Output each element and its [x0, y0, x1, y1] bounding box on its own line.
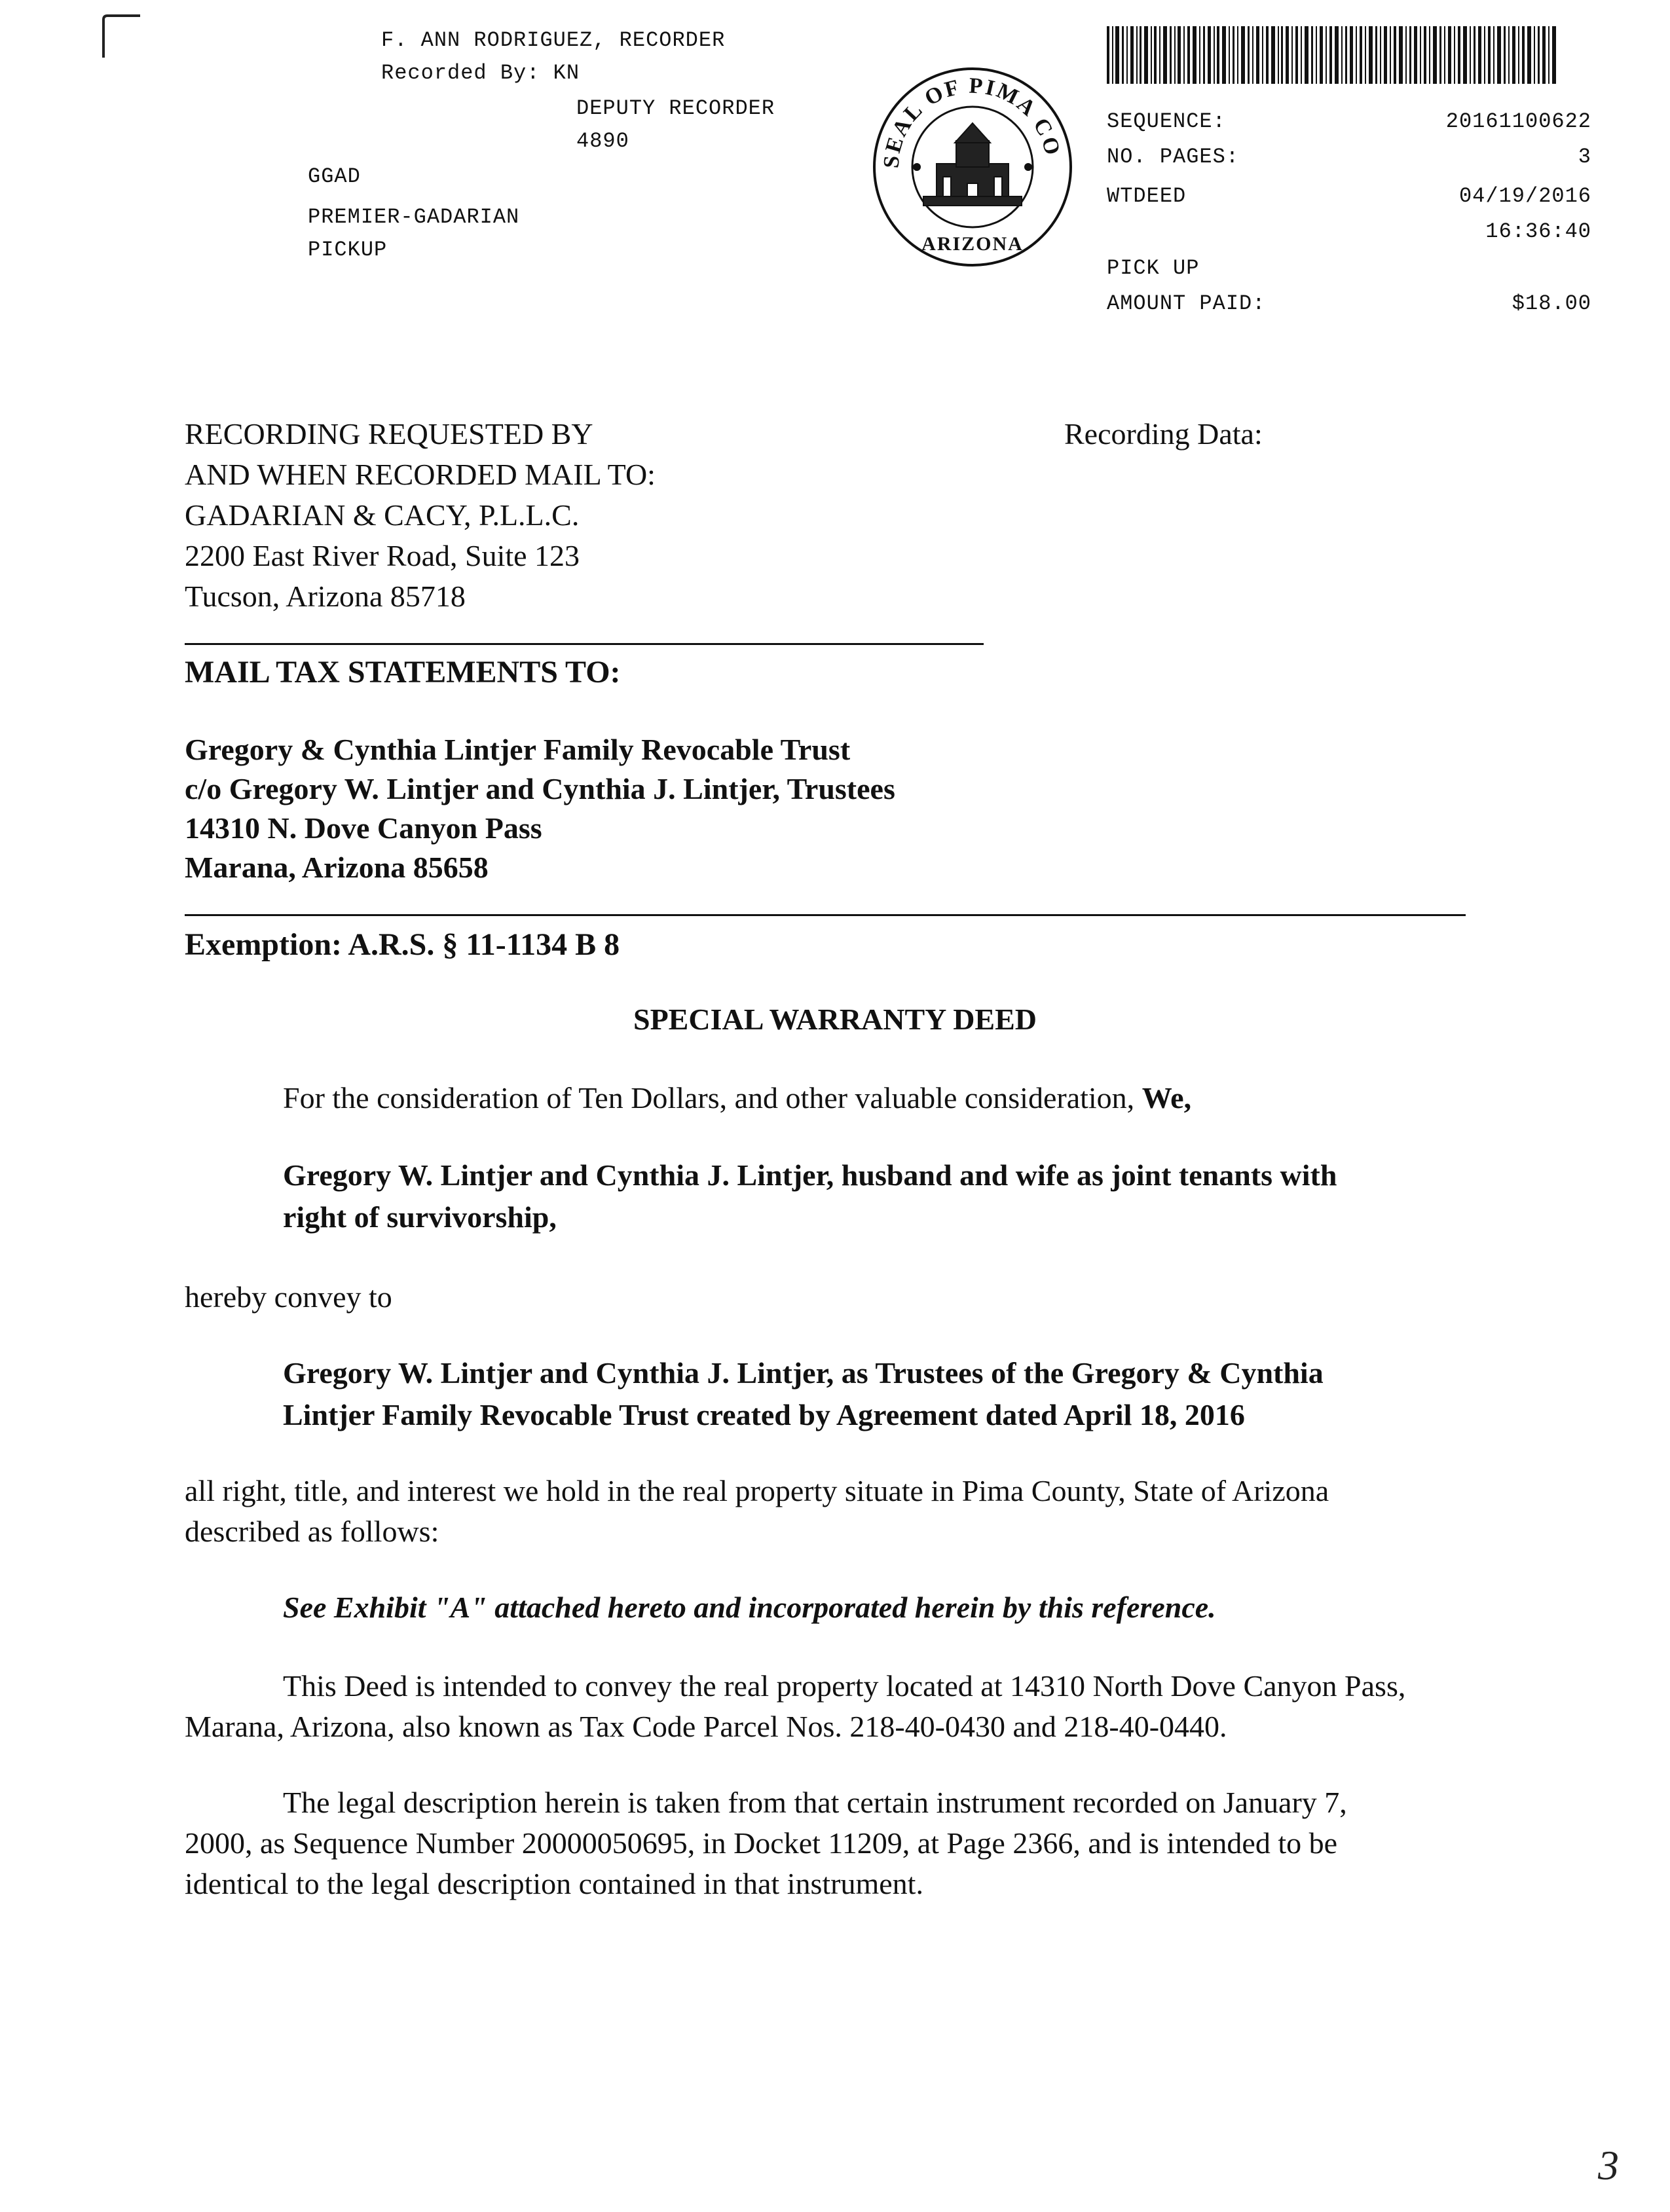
property-line2: Marana, Arizona, also known as Tax Code Parcel Nos. 218-40-0430 and 218-40-0440. — [185, 1710, 1227, 1743]
legal-line2: 2000, as Sequence Number 20000050695, in Docket 11209, at Page 2366, and is intended to be — [185, 1826, 1338, 1860]
document-type: WTDEED — [1107, 184, 1187, 208]
sequence-label: SEQUENCE: — [1107, 109, 1226, 134]
pages-value: 3 — [1578, 145, 1591, 169]
interest-line2: described as follows: — [185, 1515, 439, 1548]
tax-statements-heading: MAIL TAX STATEMENTS TO: — [185, 655, 621, 690]
seal-arc-text: SEAL OF PIMA CO — [879, 73, 1066, 170]
seal-icon — [871, 65, 1074, 268]
amount-label: AMOUNT PAID: — [1107, 291, 1266, 316]
divider-rule — [185, 914, 1466, 916]
grantors-line2: right of survivorship, — [283, 1200, 557, 1234]
exhibit-reference: See Exhibit "A" attached hereto and incorporated herein by this reference. — [283, 1591, 1216, 1624]
interest-line1: all right, title, and interest we hold in the real property situate in Pima County, State of Arizona — [185, 1474, 1329, 1507]
requested-by-firm: GADARIAN & CACY, P.L.L.C. — [185, 498, 580, 532]
pickup-label: PICK UP — [1107, 256, 1200, 280]
requested-by-line2: AND WHEN RECORDED MAIL TO: — [185, 458, 656, 491]
convey-text: hereby convey to — [185, 1280, 392, 1314]
grantees-line1: Gregory W. Lintjer and Cynthia J. Lintjer, as Trustees of the Gregory & Cynthia — [283, 1356, 1324, 1390]
consideration-we: We, — [1141, 1081, 1192, 1115]
divider-rule — [185, 643, 984, 645]
tax-city: Marana, Arizona 85658 — [185, 851, 489, 884]
tax-trust-name: Gregory & Cynthia Lintjer Family Revocable Trust — [185, 733, 851, 766]
tax-street: 14310 N. Dove Canyon Pass — [185, 811, 542, 845]
delivery-method: PICKUP — [308, 238, 388, 262]
page-mark: 3 — [1598, 2142, 1619, 2188]
exemption: Exemption: A.R.S. § 11-1134 B 8 — [185, 927, 620, 962]
filing-firm: PREMIER-GADARIAN — [308, 205, 520, 229]
deputy-title: DEPUTY RECORDER — [576, 96, 775, 120]
recording-data-label: Recording Data: — [1064, 417, 1263, 451]
property-line1: This Deed is intended to convey the real property located at 14310 North Dove Canyon Pass, — [283, 1669, 1406, 1703]
county-seal — [871, 65, 1074, 268]
recorder-name: F. ANN RODRIGUEZ, RECORDER — [381, 28, 726, 52]
consideration — [283, 1078, 1191, 1118]
recorded-by: Recorded By: KN — [381, 61, 580, 85]
requested-by-city: Tucson, Arizona 85718 — [185, 580, 466, 613]
recorded-time: 16:36:40 — [1485, 219, 1591, 244]
grantees-line2: Lintjer Family Revocable Trust created by Agreement dated April 18, 2016 — [283, 1398, 1245, 1431]
deed-title: SPECIAL WARRANTY DEED — [633, 1003, 1037, 1036]
filing-code: GGAD — [308, 164, 361, 189]
seal-state: ARIZONA — [921, 233, 1024, 255]
tax-trustees: c/o Gregory W. Lintjer and Cynthia J. Lintjer, Trustees — [185, 772, 895, 805]
requested-by-line1: RECORDING REQUESTED BY — [185, 417, 593, 451]
barcode — [1107, 26, 1559, 84]
deputy-number: 4890 — [576, 129, 629, 153]
corner-mark — [98, 12, 151, 64]
grantors-line1: Gregory W. Lintjer and Cynthia J. Lintjer, husband and wife as joint tenants with — [283, 1158, 1337, 1192]
recorded-date: 04/19/2016 — [1458, 184, 1591, 208]
legal-line1: The legal description herein is taken from that certain instrument recorded on January 7, — [283, 1786, 1347, 1819]
requested-by-street: 2200 East River Road, Suite 123 — [185, 539, 580, 572]
pages-label: NO. PAGES: — [1107, 145, 1240, 169]
sequence-value: 20161100622 — [1445, 109, 1591, 134]
consideration-text: For the consideration of Ten Dollars, and other valuable consideration, — [283, 1081, 1142, 1115]
legal-line3: identical to the legal description contained in that instrument. — [185, 1867, 923, 1900]
amount-value: $18.00 — [1512, 291, 1591, 316]
